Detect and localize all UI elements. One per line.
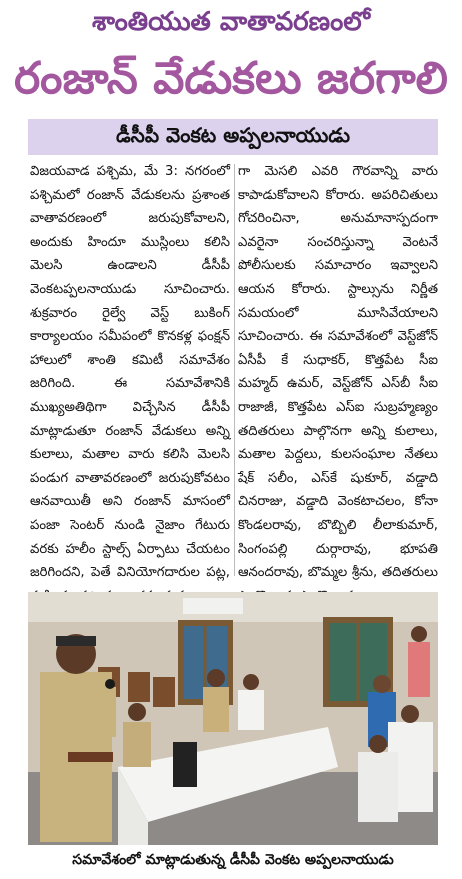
news-photo bbox=[28, 592, 438, 845]
subheadline: డీసీపీ వెంకట అప్పలనాయుడు bbox=[115, 122, 350, 147]
photo-caption bbox=[28, 846, 438, 876]
main-headline: రంజాన్ వేడుకలు జరగాలి bbox=[14, 53, 448, 104]
column-divider bbox=[234, 164, 235, 576]
photo-caption-text: సమావేశంలో మాట్లాడుతున్న డీసీపీ వెంకట అప్పలనాయుడు bbox=[72, 851, 394, 868]
article-body bbox=[30, 160, 438, 580]
kicker-headline: శాంతియుత వాతావరణంలో bbox=[91, 7, 371, 37]
article-column-2: గా మెసలి ఎవరి గౌరవాన్ని వారు కాపాడుకోవాలని కోరారు. అపరిచితులు గోచరించినా, అనుమానాస్పదంగా ఎవరైనా సంచరిస్తున్నా వెంటనే పోలీసులకు సమాచారం ఇవ్వాలని ఆయన కోరారు. స్టాల్సును నిర్ణీత సమయంలో మూసివేయాలని సూచించారు. ఈ సమావేశంలో వెస్ట్‌జోన్ ఏసీపీ కే సుధాకర్, కొత్తపేట సీఐ మహ్మద్ ఉమర్, వెస్ట్‌జోన్ ఎస్‌బీ సీఐ రాజాజీ, కొత్తపేట ఎస్ఐ సుబ్రహ్మణ్యం తదితరులు పాల్గొనగా అన్ని కులాలు, మతాల పెద్దలు, కులసంఘాల నేతలు షేక్ సలీం, ఎస్‌కే షుకూర్, వడ్డాది చినరాజు, వడ్డాది వెంకటాచలం, కోనా కొండలరావు, బొబ్బిలి లీలాకుమార్, సింగంపల్లి దుర్గారావు, భూపతి ఆనందరావు, బొమ్మల శ్రీను, తదితరులు bbox=[238, 164, 438, 581]
meeting-photo-illustration bbox=[28, 592, 438, 845]
article-column-1: విజయవాడ పశ్చిమ, మే 3: నగరంలో పశ్చిమలో రంజాన్ వేడుకలను ప్రశాంత వాతావరణంలో జరుపుకోవాలని, అందుకు హిందూ ముస్లింలు కలిసి మెలసి ఉండాలని డీసీపీ వెంకటప్పలనాయుడు సూచించారు. శుక్రవారం రైల్వే వెస్ట్ బుకింగ్ కార్యాలయం సమీపంలో కొనకళ్ల ఫంక్షన్ హాలులో శాంతి కమిటీ సమావేశం జరిగింది. ఈ సమావేశానికి ముఖ్యఅతిథిగా విచ్చేసిన డీసీపీ మాట్లాడుతూ రంజాన్ వేడుకలు అన్ని కులాలు, మతాల వారు కలిసి మెలసి పండుగ వాతావరణంలో జరుపుకోవటం ఆనవాయితీ అని రంజాన్ మాసంలో పంజా సెంటర్ నుండి నైజాం గేటురు వరకు హలీం స్టాల్స్ ఏర్పాటు చేయటం జరిగిందని, పెతే వినియోగదారుల పట్ల, bbox=[30, 164, 230, 581]
subheadline-band bbox=[28, 119, 438, 155]
